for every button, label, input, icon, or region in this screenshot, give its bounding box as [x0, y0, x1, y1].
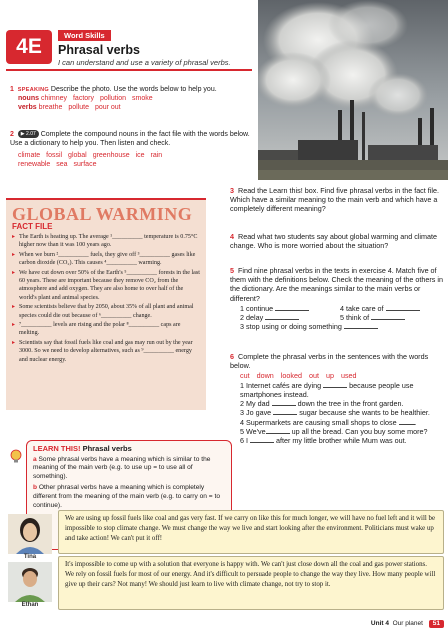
answer-blank[interactable] [399, 424, 415, 425]
speech-bubble-ethan [58, 556, 444, 610]
instruction: Complete the phrasal verbs in the sentences with the words below. [230, 352, 429, 371]
word: up [325, 371, 334, 381]
exercise-1 [10, 86, 255, 113]
word: down [256, 371, 274, 381]
answer-blank[interactable] [344, 328, 378, 329]
word: pollute [68, 103, 89, 111]
page-footer [371, 620, 444, 628]
sentence-item: 1 Internet cafés are dying because people use smartphones instead. [240, 380, 414, 399]
word: pollution [99, 94, 127, 102]
exercise-number: 3 [230, 186, 234, 195]
page-number: 51 [429, 620, 444, 628]
fact-file [6, 198, 206, 410]
fact-file-subtitle: FACT FILE [12, 222, 53, 231]
definition-item: 1 continue [240, 304, 340, 313]
footer-topic: Our planet [392, 620, 423, 627]
exercise-2 [10, 130, 255, 170]
answer-blank[interactable] [386, 310, 420, 311]
audio-track-icon[interactable]: ▶ 2.07 [18, 130, 39, 138]
answer-blank[interactable] [275, 310, 309, 311]
fact-file-title: GLOBAL WARMING [12, 204, 193, 224]
word: factory [72, 94, 94, 102]
word-bank [10, 152, 255, 161]
skill-label: SPEAKING [17, 87, 49, 93]
definition-item: 5 think of [340, 313, 405, 322]
answer-blank[interactable] [273, 414, 297, 415]
exercise-4 [230, 232, 445, 251]
word-bank [230, 371, 445, 380]
learn-this-topic: Phrasal verbs [82, 444, 132, 453]
learn-rule-a [33, 456, 225, 483]
learn-this-title [33, 444, 225, 454]
fact-item: ▸ ⁷__________ levels are rising and the polar ⁸__________ caps are melting. [12, 321, 202, 338]
answer-blank[interactable] [323, 387, 347, 388]
learn-rule-b [33, 484, 225, 511]
rule-text: Some phrasal verbs have a meaning which is similar to the meaning of the main verb (e.g. to use up = to use all of something). [33, 455, 211, 481]
word: climate [18, 151, 41, 159]
learn-this-label: LEARN THIS! [33, 444, 81, 453]
sentence-item: 4 Supermarkets are causing small shops to close . [240, 417, 417, 427]
exercise-number: 1 [10, 86, 14, 93]
unit-badge: 4E [6, 30, 52, 64]
answer-blank[interactable] [371, 319, 405, 320]
fact-item: ▸ Some scientists believe that by 2050, about 35% of all plant and animal species could die out because of ⁶__________ change. [12, 303, 202, 320]
student-text: It's impossible to come up with a solution that everyone is happy with. We can't just close down all the coal and gas power stations. We rely on fossil fuels for most of our energy. And it's difficult to persuade people to change the way they live. How many people will give up their cars? Not many! We should just learn to live with climate change, not try to stop it. [65, 561, 436, 588]
exercise-5 [230, 266, 445, 332]
word-bank-label: verbs [18, 103, 37, 111]
exercise-3 [230, 186, 445, 215]
sentence-item: 2 My dad down the tree in the front garden. [240, 399, 404, 409]
instruction: Find nine phrasal verbs in the texts in exercise 4. Match five of them with the definitions below. Check the meaning of the others in the dictionary. Are the meanings similar to the main verbs or different? [230, 266, 443, 303]
word: breathe [38, 103, 63, 111]
answer-blank[interactable] [250, 442, 274, 443]
sentence-list [230, 381, 445, 446]
definition-list [230, 304, 445, 332]
exercise-number: 2 [10, 131, 14, 138]
lesson-title: Phrasal verbs [58, 43, 140, 57]
answer-blank[interactable] [272, 405, 296, 406]
sentence-item: 5 We've up all the bread. Can you buy some more? [240, 426, 428, 436]
definition-item: 4 take care of [340, 304, 420, 313]
exercise-number: 4 [230, 232, 234, 241]
footer-unit: Unit 4 [370, 620, 389, 627]
instruction: Read the Learn this! box. Find five phrasal verbs in the fact file. Which have a similar meaning to the main verb and which have a completely different meaning? [230, 186, 439, 214]
sentence-item: 6 I after my little brother while Mum was out. [240, 435, 407, 445]
exercise-number: 6 [230, 352, 234, 361]
answer-blank[interactable] [265, 319, 299, 320]
word: fossil [46, 151, 63, 159]
word: global [68, 151, 87, 159]
audio-track-number: 2.07 [26, 131, 36, 137]
fact-list [12, 233, 202, 365]
fact-item: ▸ Scientists say that fossil fuels like coal and gas may run out by the year 3000. So we need to develop alternatives, such as ⁹__________ energy and nuclear energy. [12, 339, 202, 364]
lesson-tag: Word Skills [58, 30, 111, 41]
student-text: We are using up fossil fuels like coal and gas very fast. If we carry on like this for much longer, we will have no fuel left and it will be impossible to stop climate change. We must change the way we live and start looking after the environment. Politicians must wake up and take action! We can't put it off! [65, 515, 436, 542]
speech-bubble-tina [58, 510, 444, 554]
rule-text: Other phrasal verbs have a meaning which is completely different from the meaning of the main verb (e.g. to carry on = to continue). [33, 484, 220, 510]
lesson-aim: I can understand and use a variety of phrasal verbs. [58, 58, 231, 67]
definition-item: 2 delay [240, 313, 340, 322]
word: rain [150, 151, 163, 159]
instruction: Complete the compound nouns in the fact file with the words below. Use a dictionary to help you. Then listen and check. [10, 131, 250, 147]
word: renewable [18, 160, 51, 168]
word: out [308, 371, 319, 381]
word: cut [240, 371, 250, 381]
word: looked [280, 371, 302, 381]
word: pour out [94, 103, 121, 111]
fact-item: ▸ When we burn ²__________ fuels, they give off ³__________ gases like carbon dioxide (CO₂). This causes ⁴__________ warming. [12, 251, 202, 268]
word: chimney [40, 94, 68, 102]
student-name: Tina [23, 554, 37, 560]
factory-pollution-photo [258, 0, 448, 180]
instruction: Read what two students say about global warming and climate change. Who is more worried about the situation? [230, 232, 437, 251]
student-photo-ethan [8, 562, 52, 602]
word: smoke [131, 94, 153, 102]
verb-bank [10, 104, 255, 113]
word: ice [135, 151, 145, 159]
word-bank-row-2 [10, 161, 255, 170]
sentence-item: 3 Jo gave sugar because she wants to be healthier. [240, 408, 430, 418]
student-photo-tina [8, 514, 52, 554]
fact-item: ▸ The Earth is heating up. The average ¹__________ temperature is 0.75°C higher now than it was 100 years ago. [12, 233, 202, 250]
rule-letter: b [33, 484, 38, 492]
header-rule [6, 69, 252, 71]
word: sea [56, 160, 68, 168]
exercise-number: 5 [230, 266, 234, 275]
student-name: Ethan [21, 602, 39, 608]
lightbulb-icon [8, 448, 24, 464]
answer-blank[interactable] [266, 433, 290, 434]
definition-item: 3 stop using or doing something [240, 322, 445, 331]
instruction: Describe the photo. Use the words below to help you. [50, 86, 217, 93]
rule-letter: a [33, 455, 37, 463]
word: surface [73, 160, 97, 168]
noun-bank [10, 95, 255, 104]
exercise-6 [230, 352, 445, 445]
word: used [340, 371, 357, 381]
word: greenhouse [92, 151, 130, 159]
word-bank-label: nouns [18, 94, 39, 102]
fact-item: ▸ We have cut down over 50% of the Earth's ⁵__________ forests in the last 60 years. These are important because they remove CO₂ from the atmosphere and add oxygen. They are also home to over half of the world's plant and animal species. [12, 269, 202, 303]
